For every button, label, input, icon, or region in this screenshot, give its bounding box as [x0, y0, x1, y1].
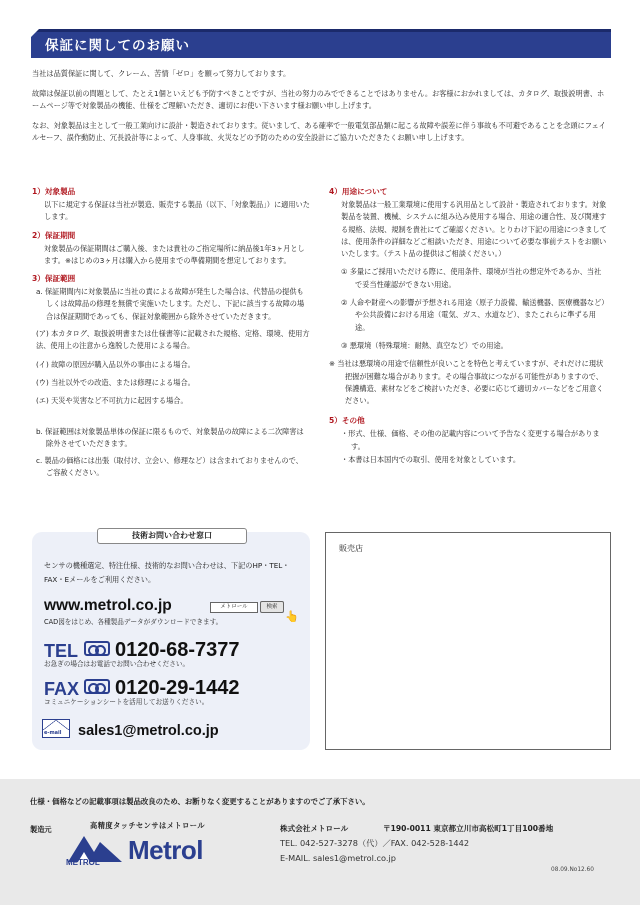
metrol-logo-text: Metrol [128, 835, 203, 865]
intro-paragraph-1: 当社は品質保証に関して、クレーム、苦情「ゼロ」を願って努力しております。 [32, 69, 291, 78]
right-column [329, 186, 607, 472]
section-3-item-i3: (ウ) 当社以外での改造、または修理による場合。 [36, 377, 195, 387]
left-column [32, 186, 310, 486]
section-4-case-3: ③ 悪環境（特殊環境：耐熱、真空など）での用途。 [341, 340, 508, 350]
section-5-heading: 5）その他 [329, 416, 365, 426]
tel-note: お急ぎの場合はお電話でお問い合わせください。 [44, 660, 190, 668]
section-3-item-b: b. 保証範囲は対象製品単体の保証に限るもので、対象製品の故障による二次障害は除外させていただきます。 [36, 426, 304, 448]
fax-label: FAX [44, 679, 80, 699]
search-keyword-box: メトロール [210, 602, 258, 613]
section-5-line-1: ・形式、仕様、価格、その他の記載内容について予告なく変更する場合があります。 [341, 429, 600, 451]
section-3-item-a: a. 保証期間内に対象製品に当社の責による故障が発生した場合は、代替品の提供もしくは故障品の修理を無償で実施いたします。ただし、下記に該当する故障の場合は保証期間であっても、保証対象範囲から除外させていただきます。 [36, 287, 305, 321]
intro-text [32, 68, 607, 152]
company-email: E-MAIL. sales1@metrol.co.jp [280, 853, 396, 863]
freedial-icon [84, 641, 110, 656]
company-phone-fax: TEL. 042-527-3278（代）／FAX. 042-528-1442 [280, 838, 470, 848]
email-icon [42, 719, 70, 738]
tel-label: TEL [44, 641, 78, 661]
email-icon-label: e-mail [44, 730, 62, 736]
section-3-heading: 3）保証範囲 [32, 274, 76, 284]
metrol-logo-icon [64, 832, 126, 866]
intro-paragraph-3: なお、対象製品は主として一般工業向けに設計・製造されております。従いまして、ある確率で一般電気部品類に起こる故障や誤差に伴う事故も不可避であることを念頭にフェイルセーフ、誤作動防止、冗長設計等によって、人身事故、火災などの予防のための安全設計にご協力いただきたくお願い申し上げます。 [32, 120, 606, 142]
company-tagline: 高精度タッチセンサはメトロール [90, 821, 206, 830]
section-4-heading: 4）用途について [329, 187, 388, 196]
metrol-logo-small-text: METROL [66, 858, 100, 866]
freedial-fax-icon [84, 679, 110, 694]
company-address: 〒190-0011 東京都立川市高松町1丁目100番地 [383, 824, 554, 833]
footer-disclaimer: 仕様・価格などの記載事項は製品改良のため、お断りなく変更することがありますのでご了承下さい。 [30, 797, 370, 806]
section-4-body: 対象製品は一般工業環境に使用する汎用品として設計・製造されております。対象製品を装置、機械、システムに組み込み使用する場合、用途の適合性、及び関連する規格、法規、規制を貴社にてご確認ください。とりわけ下記の用途につきましては、使用条件の詳細などご相談いただき、用途について必要な事前テストをお願いいたします。（テスト品の提供はご相談ください。） [341, 200, 607, 259]
tel-number[interactable]: 0120-68-7377 [115, 639, 240, 661]
section-3-item-i4: (エ) 天災や災害など不可抗力に起因する場合。 [36, 396, 188, 406]
section-2-body: 対象製品の保証期間はご購入後、または貴社のご指定場所に納品後1年3ヶ月とします。※はじめの3ヶ月は購入から使用までの準備期間を想定しております。 [44, 243, 305, 265]
company-name: 株式会社メトロール [280, 824, 349, 833]
search-button: 検索 [260, 601, 284, 613]
section-3-item-i2: (イ) 故障の原因が購入品以外の事由による場合。 [36, 359, 195, 369]
cad-download-note: CAD図をはじめ、各種製品データがダウンロードできます。 [44, 618, 223, 626]
section-3-body [32, 286, 310, 480]
section-1-body: 以下に規定する保証は当社が製造、販売する製品（以下、「対象製品」）に適用いたします。 [44, 200, 310, 222]
document-number: 08.09.No12.60 [551, 867, 594, 873]
cursor-icon: 👆 [285, 610, 299, 623]
intro-paragraph-2: 故障は保証以前の問題として、たとえ1個といえども予防すべきことですが、当社の努力のみでできることではありません。お客様におかれましては、カタログ、取扱説明書、ホームページ等で対象製品の機能、仕様をご理解いただき、適切にお使い下さいます様お願い申し上げます。 [32, 88, 605, 110]
section-2-heading: 2）保証期間 [32, 230, 76, 240]
manufacturer-label: 製造元 [30, 825, 52, 834]
fax-number[interactable]: 0120-29-1442 [115, 677, 240, 699]
section-3-item-c: c. 製品の価格には出張（取付け、立会い、修理など）は含まれておりませんので、ご容赦ください。 [36, 456, 303, 478]
section-4-note: ※ 当社は悪環境の用途で信頼性が良いことを特色と考えていますが、それだけに現状把握が困難な場合があります。その場合事故につながる可能性がありますので、保護構造、素材などをご検討いただき、必要に応じて適切カバーなどをご用意ください。 [329, 359, 604, 406]
title-banner [31, 29, 611, 58]
section-3-item-i1: (ア) 本カタログ、取扱説明書または仕様書等に記載された規格、定格、環境、使用方法、使用上の注意から逸脱した使用による場合。 [36, 329, 310, 351]
section-4-case-1: ① 多量にご採用いただける際に、使用条件、環境が当社の想定外であるか、当社で妥当性確認ができない用途。 [341, 267, 602, 289]
contact-heading: 技術お問い合わせ窓口 [97, 528, 247, 544]
section-5-body [329, 428, 607, 466]
section-1-heading: 1）対象製品 [32, 187, 76, 196]
website-url[interactable]: www.metrol.co.jp [44, 597, 172, 614]
fax-note: コミュニケーションシートを活用してお送りください。 [44, 698, 209, 706]
banner-corner [31, 29, 39, 37]
dealer-box [325, 532, 611, 750]
dealer-label: 販売店 [339, 544, 363, 553]
section-5-line-2: ・本書は日本国内での取引、使用を対象としています。 [341, 455, 521, 465]
section-4-case-2: ② 人命や財産への影響が予想される用途（原子力設備、輸送機器、医療機器など）や公共設備における用途（電気、ガス、水道など）、またこれらに準ずる用途。 [341, 298, 605, 332]
page-title: 保証に関してのお願い [45, 38, 190, 54]
contact-description: センサの機種選定、特注仕様、技術的なお問い合わせは、下記のHP・TEL・FAX・Eメールをご利用ください。 [44, 561, 290, 584]
email-address[interactable]: sales1@metrol.co.jp [78, 723, 219, 739]
